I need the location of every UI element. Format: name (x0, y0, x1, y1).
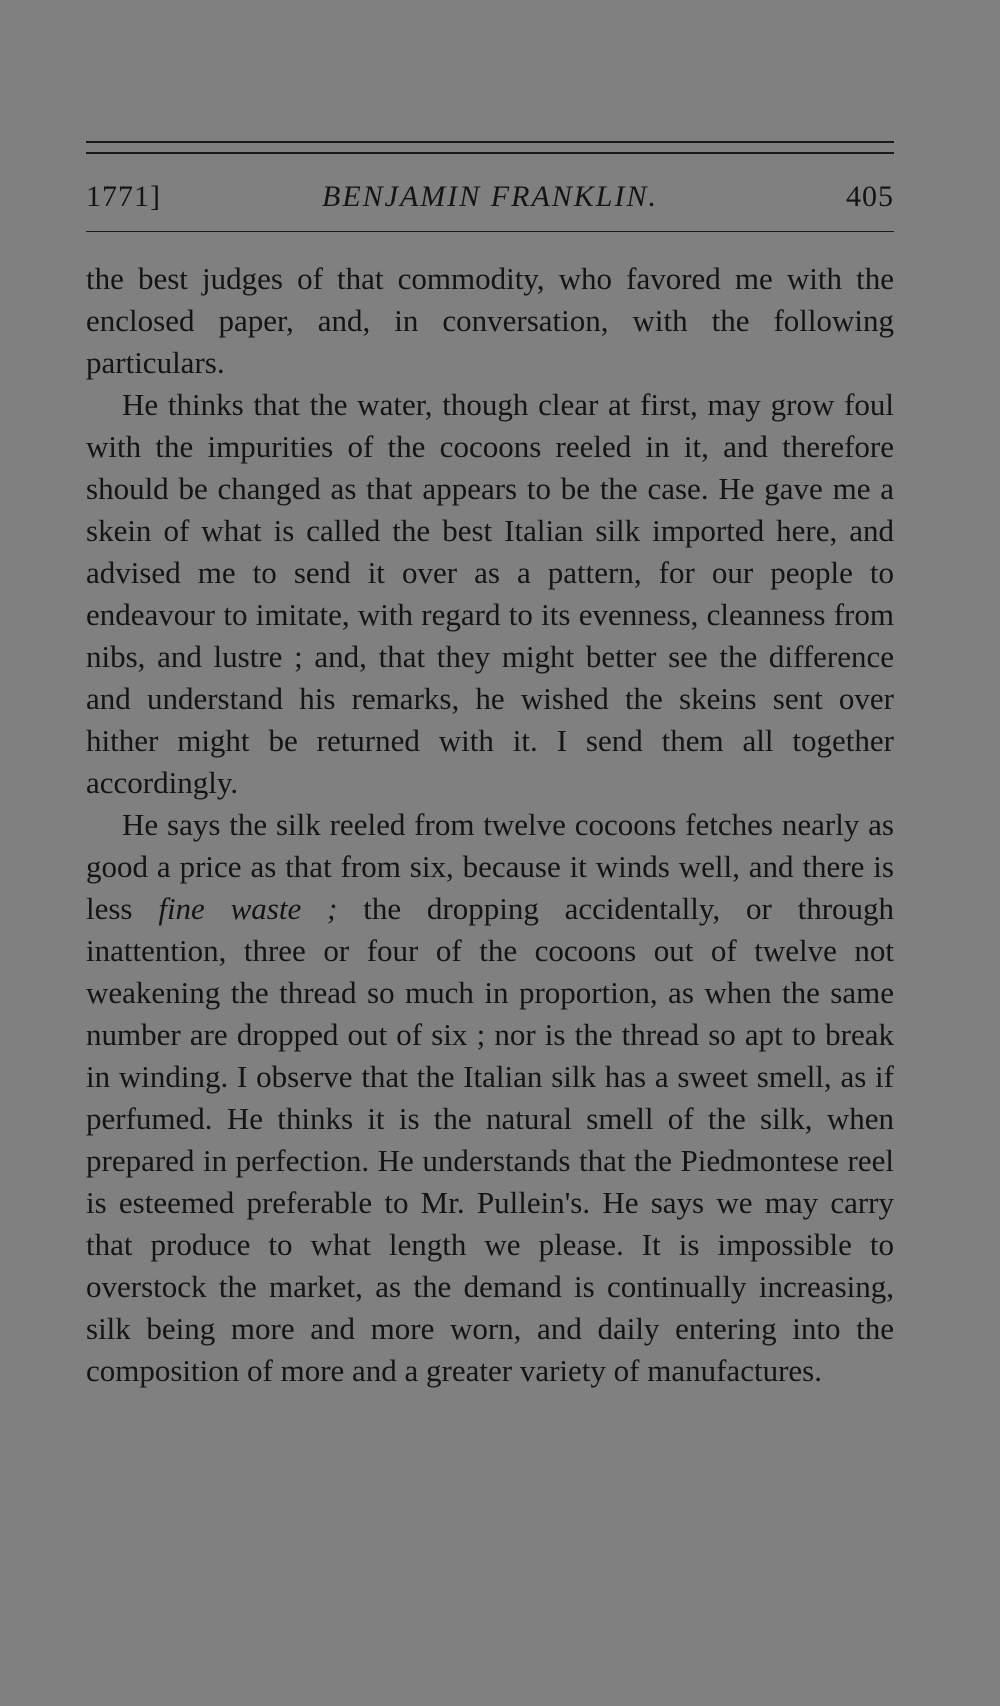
header-title: BENJAMIN FRANKLIN. (322, 180, 658, 213)
paragraph-1: the best judges of that commodity, who favored me with the enclosed paper, and, in conversation, with the following particulars. (86, 261, 894, 380)
book-page (86, 0, 896, 1706)
paragraph-2: He thinks that the water, though clear at first, may grow foul with the impurities of the cocoons reeled in it, and therefore should be changed as that appears to be the case. He gave me a skein of what is called the best Italian silk imported here, and advised me to send it over as a pattern, for our people to endeavour to imitate, with regard to its evenness, cleanness from nibs, and lustre ; and, that they might better see the difference and understand his remarks, he wished the skeins sent over hither might be returned with it. I send them all together accordingly. (86, 387, 894, 800)
body-text (86, 258, 894, 1392)
italic-phrase: fine waste ; (158, 891, 338, 926)
header-rule-second (86, 152, 894, 154)
paragraph-3-start: He says the silk reeled from twelve cocoons fetches nearly as good a price as that from six, because it winds well, and there is less (86, 807, 894, 926)
paragraph-3 (86, 804, 894, 1392)
header-rule-top (86, 141, 894, 143)
running-header (86, 177, 894, 217)
header-rule-bottom (86, 231, 894, 232)
header-year: 1771] (86, 180, 161, 213)
paragraph-3-end: the dropping accidentally, or through inattention, three or four of the cocoons out of twelve not weakening the thread so much in proportion, as when the same number are dropped out of six ; nor is the thread so apt to break in winding. I observe that the Italian silk has a sweet smell, as if perfumed. He thinks it is the natural smell of the silk, when prepared in perfection. He understands that the Piedmontese reel is esteemed preferable to Mr. Pullein's. He says we may carry that produce to what length we please. It is impossible to overstock the market, as the demand is continually increasing, silk being more and more worn, and daily entering into the composition of more and a greater variety of manufactures. (86, 891, 895, 1388)
page-number: 405 (846, 180, 894, 213)
